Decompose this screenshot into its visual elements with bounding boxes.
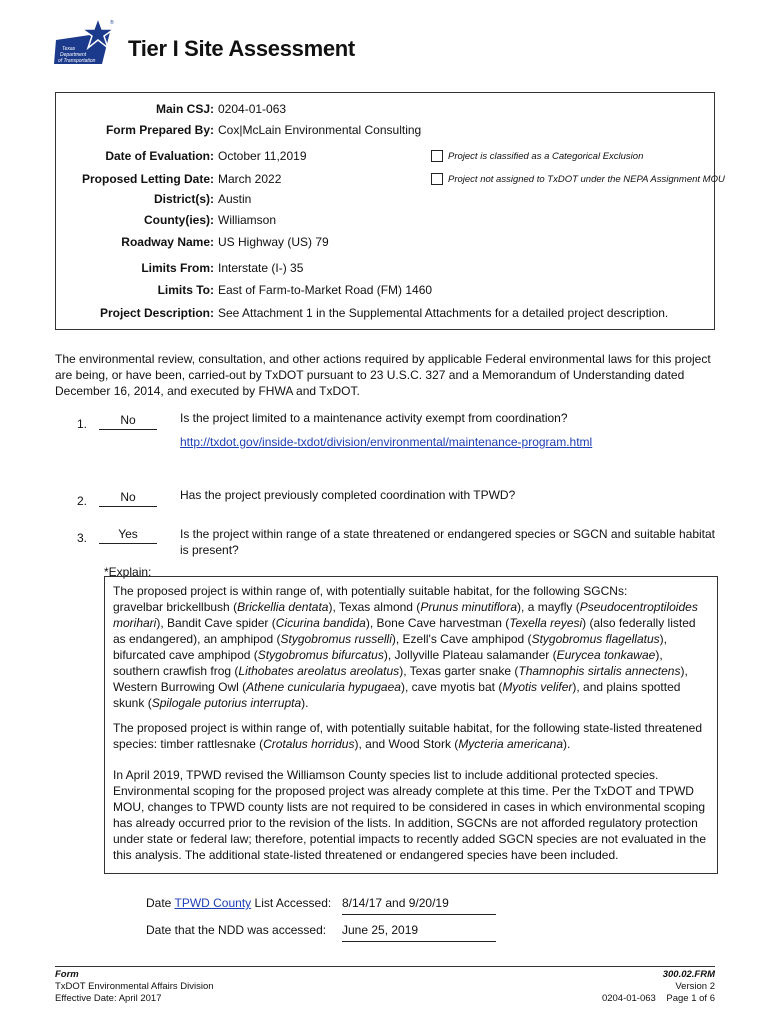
field-value[interactable]: 0204-01-063 [218, 102, 287, 116]
field-label: Limits From: [141, 261, 214, 275]
species-scientific-name: Mycteria americana [458, 737, 564, 751]
field-value[interactable]: See Attachment 1 in the Supplemental Attachments for a detailed project description. [218, 306, 669, 320]
field-main-csj [56, 100, 716, 118]
species-common-name: gravelbar brickellbush [113, 600, 230, 614]
maintenance-program-link[interactable]: http://txdot.gov/inside-txdot/division/environmental/maintenance-program.html [180, 435, 593, 449]
project-info-box [55, 92, 725, 330]
footer-version: Version 2 [675, 981, 715, 992]
species-common-name: Jollyville Plateau salamander [394, 648, 550, 662]
footer-left [55, 969, 214, 1005]
field-form-prepared-by [56, 121, 716, 139]
question-number: 1. [77, 417, 88, 431]
field-project-description [56, 304, 716, 322]
field-value[interactable]: Austin [218, 192, 252, 206]
species-item: timber rattlesnake (Crotalus horridus), [160, 737, 366, 751]
explain-paragraph-sgcn [113, 583, 709, 711]
logo-text-1: Texas [62, 46, 76, 52]
answer-field-q2[interactable]: No [99, 489, 157, 507]
species-item: a mayfly (Pseudocentroptiloides morihari), [113, 600, 698, 630]
species-common-name: and plains spotted skunk [113, 680, 681, 710]
field-label: Proposed Letting Date: [81, 172, 214, 186]
field-label: Date of Evaluation: [105, 149, 214, 163]
field-label: Project Description: [99, 306, 214, 320]
species-scientific-name: Cicurina bandida [275, 616, 366, 630]
species-scientific-name: Stygobromus russelli [280, 632, 392, 646]
species-item: Ezell's Cave amphipod (Stygobromus flagellatus), [402, 632, 667, 646]
species-common-name: Ezell's Cave amphipod [402, 632, 525, 646]
species-item: Bone Cave harvestman (Texella reyesi) (also federally listed as endangered), [113, 616, 696, 646]
species-item: bifurcated cave amphipod (Stygobromus bifurcatus), [113, 648, 395, 662]
txdot-logo [54, 18, 116, 66]
species-list [113, 600, 698, 710]
species-scientific-name: Pseudocentroptiloides morihari [113, 600, 698, 630]
label-prefix: Date [146, 896, 172, 910]
species-item: Jollyville Plateau salamander (Eurycea tonkawae), [394, 648, 663, 662]
field-value[interactable]: US Highway (US) 79 [218, 235, 329, 249]
logo-text-3: of Transportation [58, 58, 96, 64]
species-common-name: Western Burrowing Owl [113, 680, 239, 694]
species-scientific-name: Stygobromus bifurcatus [257, 648, 384, 662]
species-common-name: a mayfly [527, 600, 573, 614]
explain-paragraph-state-listed [113, 720, 709, 752]
checkbox-icon[interactable] [431, 173, 443, 185]
checkbox-categorical-exclusion[interactable] [431, 149, 643, 165]
logo-text-2: Department [60, 52, 87, 58]
field-value[interactable]: October 11,2019 [218, 149, 307, 163]
footer-form-number: 300.02.FRM [662, 969, 715, 980]
field-limits-from [56, 259, 716, 277]
species-item: gravelbar brickellbush (Brickellia dentata), [113, 600, 339, 614]
tpwd-list-accessed-field[interactable]: 8/14/17 and 9/20/19 [342, 895, 496, 915]
species-common-name: an amphipod [203, 632, 274, 646]
field-districts [56, 190, 716, 208]
field-label: Limits To: [157, 283, 214, 297]
field-value[interactable]: Williamson [218, 213, 277, 227]
field-limits-to [56, 281, 716, 299]
tpwd-list-label [146, 895, 331, 911]
explain-paragraph-tpwd-revision: In April 2019, TPWD revised the Williamson County species list to include additional protected species. Environmental scoping for the proposed project was already complete at this time. Per the TxDOT and TPWD MOU, changes to TPWD county lists are not required to be considered in cases in which environmental scoping has already occurred prior to the revision of the lists. In addition, SGCNs are not afforded regulatory protection under state or federal law; therefore, potential impacts to recently added SGCN species are not evaluated in the this analysis. The additional state-listed threatened or endangered species have been included. [113, 768, 707, 862]
species-item: and plains spotted skunk (Spilogale putorius interrupta). [113, 680, 681, 710]
intro-paragraph: The environmental review, consultation, and other actions required by applicable Federal environmental laws for this project are being, or have been, carried-out by TxDOT pursuant to 23 U.S.C. 327 and a Memorandum of Understanding dated December 16, 2014, and executed by FHWA and TxDOT. [55, 352, 711, 398]
checkbox-icon[interactable] [431, 150, 443, 162]
question-number: 2. [77, 494, 88, 508]
species-item: Texas garter snake (Thamnophis sirtalis annectens), [409, 664, 688, 678]
question-number: 3. [77, 531, 88, 545]
field-value[interactable]: March 2022 [218, 172, 282, 186]
species-list [160, 737, 570, 751]
question-text: Is the project within range of a state threatened or endangered species or SGCN and suitable habitat is present? [180, 527, 715, 557]
species-item: Western Burrowing Owl (Athene cunicularia hypugaea), [113, 680, 412, 694]
species-common-name: cave myotis bat [411, 680, 495, 694]
species-common-name: Texas garter snake [409, 664, 512, 678]
species-scientific-name: Myotis velifer [502, 680, 573, 694]
field-label: Roadway Name: [121, 235, 214, 249]
field-label: County(ies): [144, 213, 214, 227]
species-scientific-name: Prunus minutiflora [420, 600, 518, 614]
species-scientific-name: Texella reyesi [509, 616, 583, 630]
species-item: southern crawfish frog (Lithobates areolatus areolatus), [113, 664, 410, 678]
species-item: and Wood Stork (Mycteria americana). [365, 737, 571, 751]
field-roadway-name [56, 233, 716, 251]
species-scientific-name: Lithobates areolatus areolatus [238, 664, 400, 678]
field-label: Main CSJ: [155, 102, 214, 116]
species-common-name: bifurcated cave amphipod [113, 648, 251, 662]
explain-intro: The proposed project is within range of, with potentially suitable habitat, for the following state-listed threatened species: [113, 721, 703, 751]
species-item: Bandit Cave spider (Cicurina bandida), [167, 616, 377, 630]
registered-mark: ® [110, 20, 114, 26]
footer-divider [55, 966, 715, 967]
species-scientific-name: Eurycea tonkawae [556, 648, 656, 662]
species-scientific-name: Athene cunicularia hypugaea [246, 680, 401, 694]
species-common-name: timber rattlesnake [160, 737, 256, 751]
species-scientific-name: Thamnophis sirtalis annectens [518, 664, 681, 678]
species-scientific-name: Stygobromus flagellatus [531, 632, 660, 646]
species-scientific-name: Crotalus horridus [263, 737, 355, 751]
species-common-name: and Wood Stork [365, 737, 451, 751]
species-common-name: Texas almond [338, 600, 413, 614]
question-text: Is the project limited to a maintenance activity exempt from coordination? [180, 411, 568, 425]
footer-csj-page [602, 993, 715, 1005]
species-common-name: southern crawfish frog [113, 664, 232, 678]
footer-division: TxDOT Environmental Affairs Division [55, 981, 214, 992]
label-suffix: List Accessed: [254, 896, 332, 910]
footer-csj: 0204-01-063 [601, 993, 656, 1004]
species-item: cave myotis bat (Myotis velifer), [411, 680, 584, 694]
tpwd-county-link[interactable]: TPWD County [174, 896, 252, 910]
species-item: an amphipod (Stygobromus russelli), [203, 632, 403, 646]
explain-intro: The proposed project is within range of, with potentially suitable habitat, for the following SGCNs: [113, 584, 628, 598]
page-title: Tier I Site Assessment [128, 36, 355, 61]
ndd-accessed-field[interactable]: June 25, 2019 [342, 922, 496, 942]
field-label: District(s): [153, 192, 214, 206]
field-value[interactable]: Interstate (I-) 35 [218, 261, 304, 275]
species-common-name: Bandit Cave spider [167, 616, 269, 630]
species-note: (also federally listed as endangered) [113, 616, 696, 646]
field-value[interactable]: East of Farm-to-Market Road (FM) 1460 [218, 283, 433, 297]
species-item: Texas almond (Prunus minutiflora), [338, 600, 528, 614]
checkbox-not-assigned-nepa[interactable] [431, 172, 725, 188]
footer-effective-date: Effective Date: April 2017 [55, 993, 162, 1004]
footer-right [602, 969, 715, 1005]
answer-field-q1[interactable]: No [99, 412, 157, 430]
explain-label: *Explain: [104, 565, 152, 579]
field-counties [56, 211, 716, 229]
ndd-accessed-label: Date that the NDD was accessed: [146, 923, 327, 937]
question-text: Has the project previously completed coordination with TPWD? [180, 488, 516, 502]
footer-page: Page 1 of 6 [666, 993, 715, 1004]
footer-form: Form [55, 969, 79, 980]
answer-field-q3[interactable]: Yes [99, 526, 157, 544]
checkbox-label: Project is classified as a Categorical Exclusion [448, 151, 644, 162]
field-label: Form Prepared By: [105, 123, 214, 137]
explain-textbox[interactable] [104, 576, 718, 874]
field-value[interactable]: Cox|McLain Environmental Consulting [218, 123, 422, 137]
checkbox-label: Project not assigned to TxDOT under the NEPA Assignment MOU [448, 174, 725, 185]
species-scientific-name: Brickellia dentata [237, 600, 329, 614]
species-scientific-name: Spilogale putorius interrupta [151, 696, 302, 710]
species-common-name: Bone Cave harvestman [376, 616, 502, 630]
